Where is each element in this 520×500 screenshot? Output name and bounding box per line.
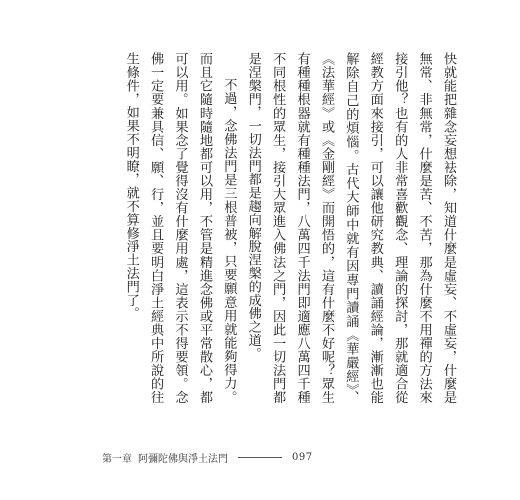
paragraph-1: 快就能把雜念妄想袪除，知道什麼是虛妄、不虛妄，什麼是無常、非無常，什麼是苦、不苦，那為什麼不用禪的方法來接引他？也有的人非常喜歡觀念、理論的探討，那就適合從經教方面來接引，可以讓他研究教典、讀誦經論，漸漸也能解除自己的煩惱。古代大師中就有因專門讀誦《華嚴經》、《法華經》或《金剛經》而開悟的，這有什麼不好呢？眾生有種種根器就有種種法門，八萬四千法門即適應八萬四千種不同根性的眾生，接引大眾進入佛法之門，因此一切法門都是涅槃門，一切法門都是趨向解脫涅槃的成佛之道。 [245,52,456,404]
running-footer [102,450,313,465]
footer-rule [238,457,282,458]
body-text [60,52,460,404]
paragraph-2: 不過，念佛法門是三根普被，只要願意用就能夠得力。而且它隨時隨地都可以用，不管是精進念佛或平常散心，都可以用。如果念了覺得沒有什麼用處，這表示不得要領。念佛一定要兼具信、願、行，並且要明白淨土經典中所說的往生條件，如果不明瞭，就不算修淨土法門了。 [123,52,237,404]
chapter-title: 阿彌陀佛與淨土法門 [138,454,228,465]
page-number: 097 [292,452,313,463]
chapter-label: 第一章 [102,454,132,465]
